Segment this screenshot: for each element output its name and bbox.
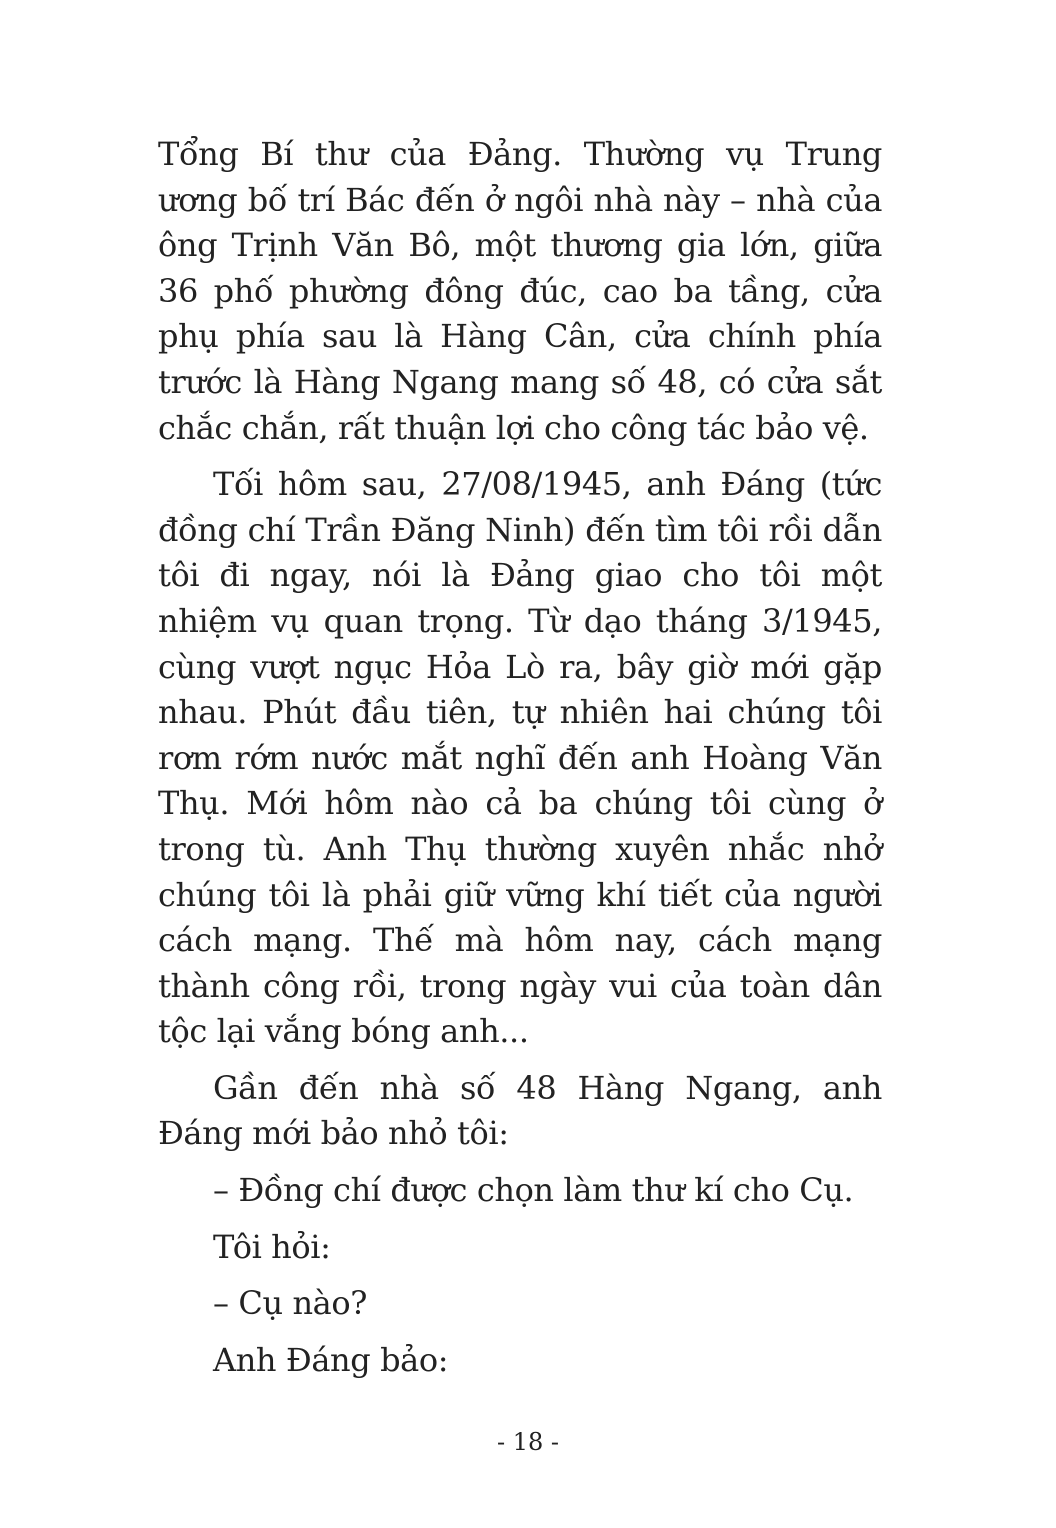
paragraph-1: Tổng Bí thư của Đảng. Thường vụ Trung ương bố trí Bác đến ở ngôi nhà này – nhà của ông Trịnh Văn Bô, một thương gia lớn, giữa 36 phố phường đông đúc, cao ba tầng, cửa phụ phía sau là Hàng Cân, cửa chính phía trước là Hàng Ngang mang số 48, có cửa sắt chắc chắn, rất thuận lợi cho công tác bảo vệ. [158, 135, 882, 447]
dialogue-line-4: Anh Đáng bảo: [213, 1340, 449, 1379]
page-body [158, 132, 882, 1383]
page-number: - 18 - [496, 1428, 559, 1456]
dialogue-line-2: Tôi hỏi: [213, 1227, 331, 1266]
dialogue-line-3: – Cụ nào? [213, 1284, 367, 1323]
dialogue-line-1: – Đồng chí được chọn làm thư kí cho Cụ. [213, 1171, 854, 1210]
paragraph-2: Tối hôm sau, 27/08/1945, anh Đáng (tức đồng chí Trần Đăng Ninh) đến tìm tôi rồi dẫn tôi đi ngay, nói là Đảng giao cho tôi một nhiệm vụ quan trọng. Từ dạo tháng 3/1945, cùng vượt ngục Hỏa Lò ra, bây giờ mới gặp nhau. Phút đầu tiên, tự nhiên hai chúng tôi rơm rớm nước mắt nghĩ đến anh Hoàng Văn Thụ. Mới hôm nào cả ba chúng tôi cùng ở trong tù. Anh Thụ thường xuyên nhắc nhở chúng tôi là phải giữ vững khí tiết của người cách mạng. Thế mà hôm nay, cách mạng thành công rồi, trong ngày vui của toàn dân tộc lại vắng bóng anh... [158, 465, 882, 1051]
paragraph-3: Gần đến nhà số 48 Hàng Ngang, anh Đáng mới bảo nhỏ tôi: [158, 1068, 882, 1153]
